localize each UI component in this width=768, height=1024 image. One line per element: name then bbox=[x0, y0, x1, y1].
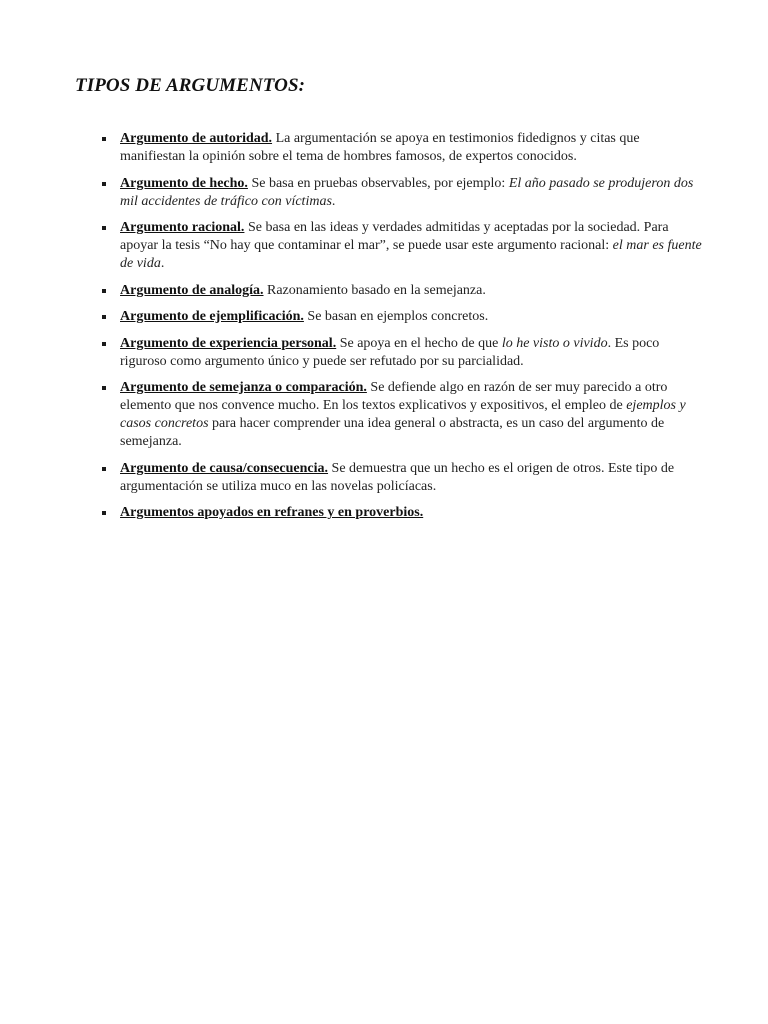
argument-item bbox=[102, 130, 702, 166]
argument-example-text: el mar es fuente de vida bbox=[120, 238, 702, 271]
argument-description: Se basa en pruebas observables, por ejemplo: bbox=[247, 175, 509, 191]
argument-description: Se basa en las ideas y verdades admitidas y aceptadas por la sociedad. Para apoyar la tesis “No hay que contaminar el mar”, se puede usar este argumento racional: bbox=[120, 220, 669, 253]
document-title: TIPOS DE ARGUMENTOS: bbox=[75, 75, 306, 96]
argument-term: Argumento de ejemplificación. bbox=[120, 309, 304, 324]
argument-description: Razonamiento basado en la semejanza. bbox=[263, 282, 486, 298]
argument-term: Argumento racional. bbox=[120, 220, 245, 235]
argument-term: Argumento de experiencia personal. bbox=[120, 335, 337, 351]
argument-item bbox=[102, 504, 702, 522]
argument-item bbox=[102, 460, 702, 496]
argument-description: para hacer comprender una idea general o abstracta, es un caso del argumento de semejanza. bbox=[120, 416, 665, 449]
argument-item bbox=[102, 379, 702, 451]
bullet-icon bbox=[102, 182, 106, 186]
argument-description: . bbox=[160, 256, 165, 271]
bullet-icon bbox=[102, 137, 106, 141]
bullet-icon bbox=[102, 342, 106, 346]
argument-item bbox=[102, 175, 702, 211]
argument-description: . Es poco riguroso como argumento único y puede ser refutado por su parcialidad. bbox=[120, 335, 660, 369]
argument-description: Se defiende algo en razón de ser muy parecido a otro elemento que nos convence mucho. En los textos explicativos y expositivos, el empleo de bbox=[120, 380, 668, 413]
arguments-list bbox=[102, 130, 702, 531]
argument-example-text: lo he visto o vivido bbox=[501, 335, 608, 351]
argument-item bbox=[102, 282, 702, 300]
bullet-icon bbox=[102, 511, 106, 515]
argument-term: Argumento de hecho. bbox=[120, 175, 248, 191]
argument-term: Argumento de semejanza o comparación. bbox=[120, 380, 367, 395]
bullet-icon bbox=[102, 386, 106, 390]
argument-example-text: El año pasado se produjeron dos mil accidentes de tráfico con víctimas bbox=[120, 175, 694, 209]
argument-term: Argumentos apoyados en refranes y en proverbios. bbox=[120, 505, 424, 520]
argument-item bbox=[102, 335, 702, 371]
argument-term: Argumento de analogía. bbox=[120, 282, 264, 298]
argument-item bbox=[102, 219, 702, 273]
argument-item bbox=[102, 308, 702, 326]
argument-description: . bbox=[331, 193, 336, 209]
argument-example-text: ejemplos y casos concretos bbox=[120, 398, 686, 431]
bullet-icon bbox=[102, 315, 106, 319]
argument-description: Se apoya en el hecho de que bbox=[336, 335, 502, 351]
argument-term: Argumento de autoridad. bbox=[120, 131, 273, 146]
argument-description: Se demuestra que un hecho es el origen de otros. Este tipo de argumentación se utiliza muco en las novelas policíacas. bbox=[120, 460, 675, 494]
bullet-icon bbox=[102, 467, 106, 471]
bullet-icon bbox=[102, 226, 106, 230]
argument-description: La argumentación se apoya en testimonios fidedignos y citas que manifiestan la opinión sobre el tema de hombres famosos, de expertos conocidos. bbox=[120, 131, 640, 164]
argument-description: Se basan en ejemplos concretos. bbox=[303, 309, 489, 324]
bullet-icon bbox=[102, 289, 106, 293]
argument-term: Argumento de causa/consecuencia. bbox=[120, 460, 329, 476]
